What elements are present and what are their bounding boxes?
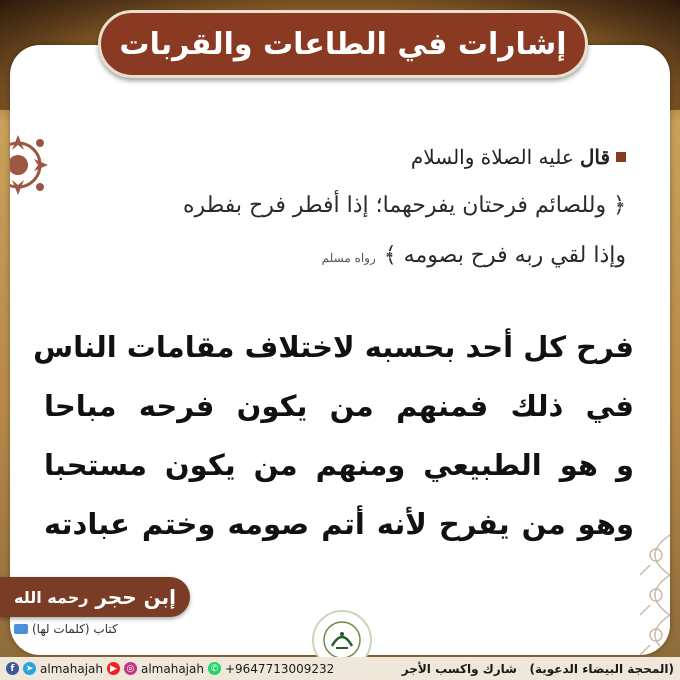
footer-social [6,662,334,676]
bullet-square-icon [616,152,626,162]
commentary-line-1: فرح كل أحد بحسبه لاختلاف مقامات الناس [33,330,634,364]
phone-number[interactable]: +9647713009232 [224,661,335,676]
author-banner [0,577,190,617]
youtube-icon[interactable]: ▶ [107,662,120,675]
book-reference-text: كتاب (كلمات لها) [32,622,118,636]
footer-bar [0,657,680,680]
footer-org [402,662,674,676]
commentary-line-3: و هو الطبيعي ومنهم من يكون مستحبا [44,448,634,482]
commentary-line-4: وهو من يفرح لأنه أتم صومه وختم عبادته [44,507,634,541]
hadith-speaker-honorific: عليه الصلاة والسلام [410,145,574,169]
social-handle-2[interactable]: almahajah [140,661,204,676]
calligraphy-logo-icon [322,620,362,660]
floral-ornament-icon [10,115,68,215]
facebook-icon[interactable]: f [6,662,19,675]
page-title: إشارات في الطاعات والقربات [98,10,588,78]
hadith-line-2 [322,243,626,268]
author-name: إبن حجر [95,585,177,609]
hadith-line-2-text: وإذا لقي ربه فرح بصومه ﴾ [383,243,626,268]
book-icon [14,624,28,634]
hadith-line-1: ﴿ وللصائم فرحتان يفرحهما؛ إذا أفطر فرح بفطره [183,193,626,218]
commentary-text [33,318,634,554]
footer-org-name: (المحجة البيضاء الدعوية) [529,661,674,676]
telegram-icon[interactable]: ➤ [23,662,36,675]
whatsapp-icon[interactable]: ✆ [208,662,221,675]
author-honorific: رحمه الله [13,587,89,607]
footer-slogan: شارك واكسب الأجر [401,661,517,676]
book-reference [14,622,118,636]
hadith-speaker: قال [579,145,610,169]
commentary-line-2: في ذلك فمنهم من يكون فرحه مباحا [44,389,634,423]
social-handle-1[interactable]: almahajah [40,661,103,676]
hadith-header [411,145,626,169]
instagram-icon[interactable]: ◎ [124,662,137,675]
hadith-narrator: رواه مسلم [321,251,376,265]
